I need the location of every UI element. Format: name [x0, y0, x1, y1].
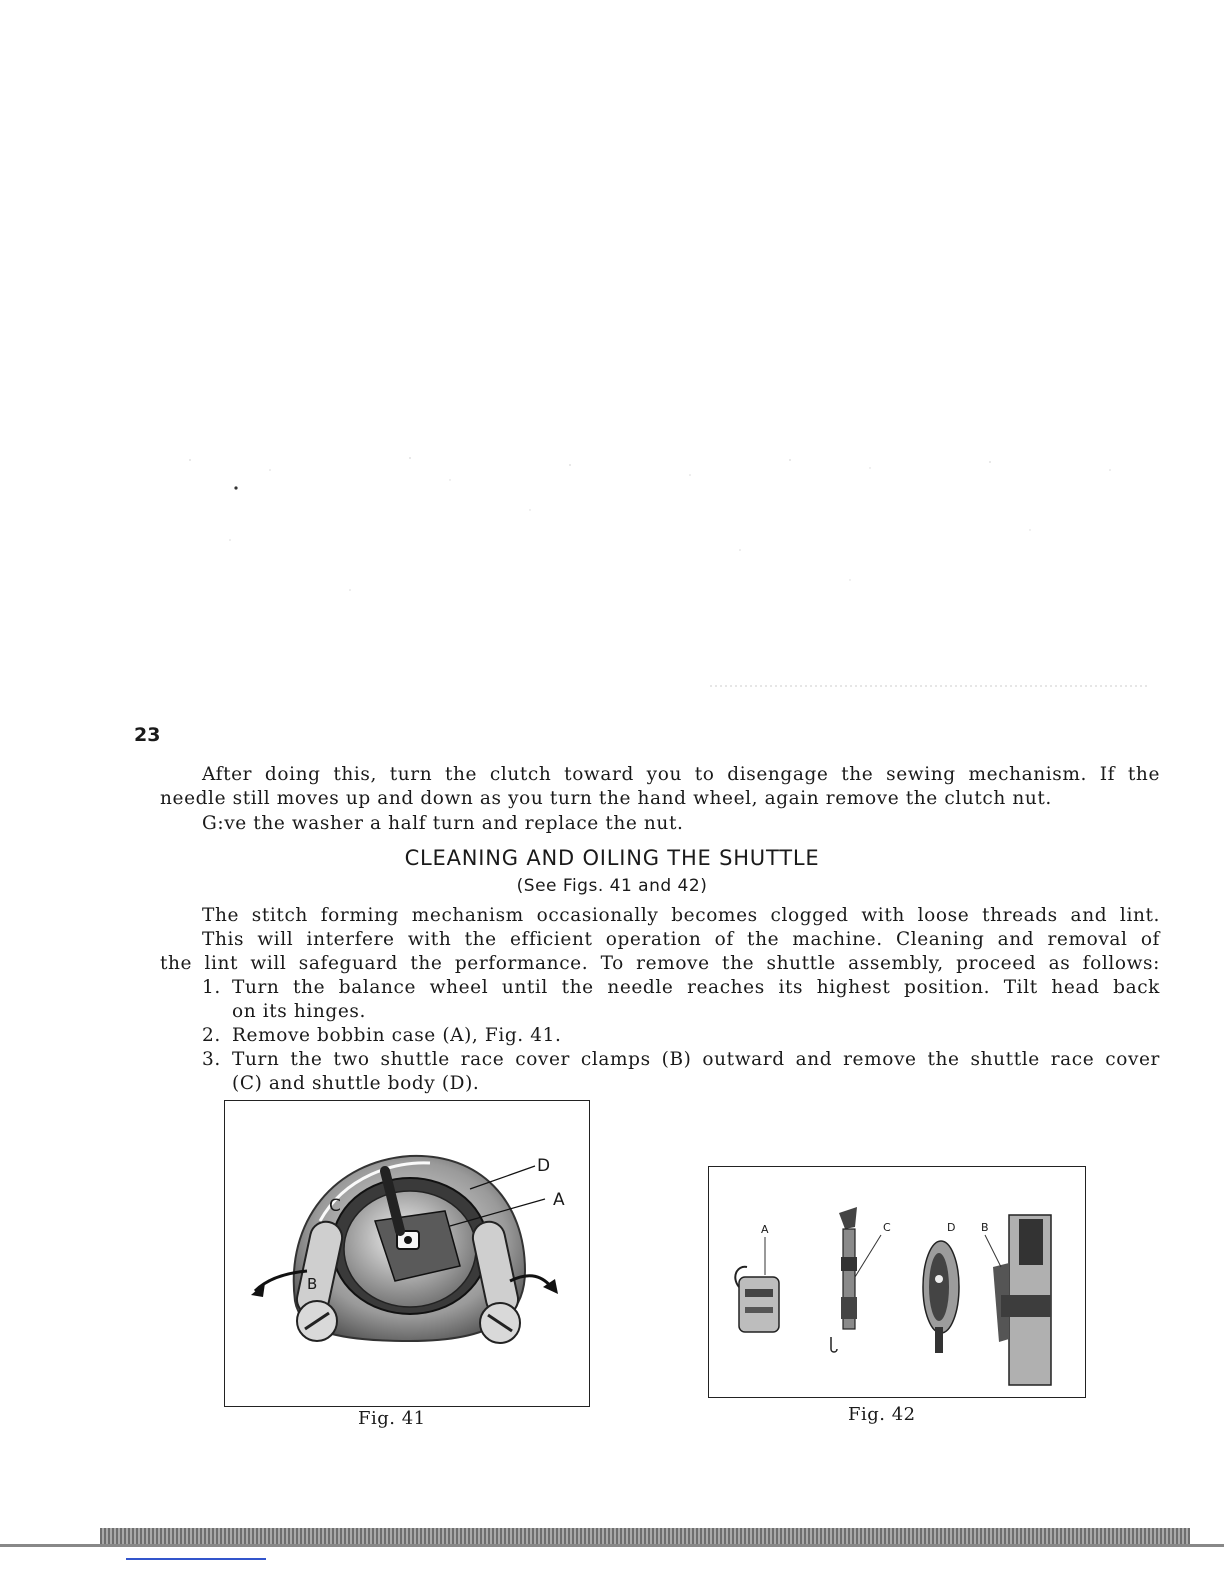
label-c: C	[883, 1221, 891, 1234]
text-line: The stitch forming mechanism occasionally becomes clogged with loose threads and lint.	[202, 905, 1160, 926]
figure-42-frame	[708, 1166, 1086, 1398]
shuttle-parts-illustration	[709, 1167, 1085, 1397]
step-text: Turn the balance wheel until the needle reaches its highest position. Tilt head back	[232, 977, 1160, 998]
step-text: (C) and shuttle body (D).	[232, 1073, 480, 1094]
page-number: 23	[134, 724, 161, 746]
figure-41-caption: Fig. 41	[358, 1408, 426, 1429]
section-title: CLEANING AND OILING THE SHUTTLE	[404, 846, 820, 870]
text-line: the lint will safeguard the performance. To remove the shuttle assembly, proceed as follows:	[160, 953, 1160, 974]
text-line: This will interfere with the efficient operation of the machine. Cleaning and removal of	[202, 929, 1160, 950]
section-subtitle: (See Figs. 41 and 42)	[516, 876, 708, 896]
label-c: C	[329, 1196, 341, 1216]
label-a: A	[553, 1190, 565, 1210]
step-text: on its hinges.	[232, 1001, 366, 1022]
shuttle-assembly-illustration	[225, 1101, 589, 1406]
label-d: D	[947, 1221, 956, 1234]
scan-bottom-band	[100, 1528, 1190, 1544]
figure-41-frame	[224, 1100, 590, 1407]
scan-bottom-line	[0, 1544, 1224, 1547]
label-b: B	[981, 1221, 989, 1234]
scan-link-underline	[126, 1558, 266, 1560]
step-number: 1.	[202, 977, 221, 998]
label-d: D	[537, 1156, 551, 1176]
step-number: 2.	[202, 1025, 221, 1046]
text-line: G:ve the washer a half turn and replace the nut.	[202, 813, 684, 834]
label-a: A	[761, 1223, 769, 1236]
text-line: needle still moves up and down as you turn the hand wheel, again remove the clutch nut.	[160, 788, 1052, 809]
figure-42-caption: Fig. 42	[848, 1404, 916, 1425]
step-text: Turn the two shuttle race cover clamps (B) outward and remove the shuttle race cover	[232, 1049, 1160, 1070]
step-text: Remove bobbin case (A), Fig. 41.	[232, 1025, 562, 1046]
text-line: After doing this, turn the clutch toward you to disengage the sewing mechanism. If the	[202, 764, 1160, 785]
step-number: 3.	[202, 1049, 221, 1070]
label-b: B	[307, 1275, 318, 1293]
scan-speckle	[150, 440, 1160, 700]
